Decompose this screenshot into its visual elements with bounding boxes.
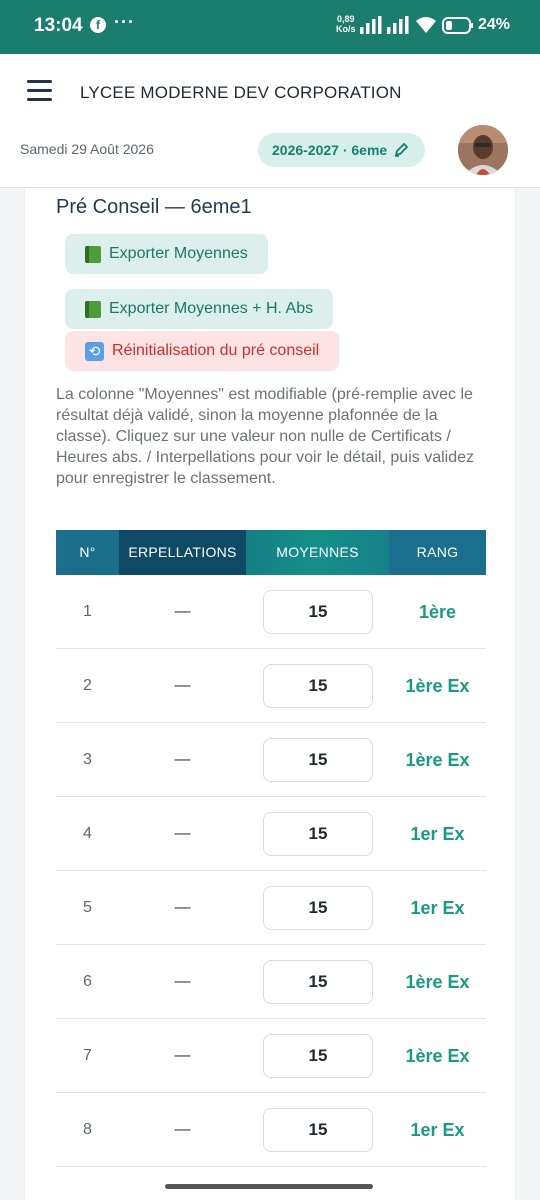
facebook-notification-icon: f bbox=[90, 17, 106, 33]
pre-conseil-card bbox=[24, 188, 516, 1200]
export-averages-label: Exporter Moyennes bbox=[109, 245, 248, 262]
export-averages-button[interactable] bbox=[65, 234, 268, 274]
interpellations-value: — bbox=[174, 1121, 191, 1138]
row-number: 5 bbox=[83, 899, 92, 916]
average-input[interactable] bbox=[263, 738, 373, 782]
average-input[interactable] bbox=[263, 960, 373, 1004]
row-number: 3 bbox=[83, 751, 92, 768]
table-header bbox=[56, 530, 486, 575]
instructions-text: La colonne "Moyennes" est modifiable (pré-remplie avec le résultat déjà validé, sinon la moyenne plafonnée de la classe). Cliquez sur une valeur non nulle de Certificats / Heures abs. / Interpellations pour voir le détail, puis validez pour enregistrer le classement. bbox=[56, 386, 474, 487]
interpellations-value: — bbox=[174, 603, 191, 620]
table-row bbox=[56, 871, 486, 945]
interpellations-value: — bbox=[174, 973, 191, 990]
average-input[interactable] bbox=[263, 886, 373, 930]
network-speed-value: 0,89 bbox=[336, 14, 355, 24]
menu-icon[interactable] bbox=[27, 80, 52, 102]
interpellations-value: — bbox=[174, 751, 191, 768]
rank-value: 1ère Ex bbox=[405, 972, 470, 992]
table-row bbox=[56, 649, 486, 723]
interpellations-value: — bbox=[174, 677, 191, 694]
average-input[interactable] bbox=[263, 812, 373, 856]
row-number: 2 bbox=[83, 677, 92, 694]
rank-value: 1ère Ex bbox=[405, 750, 470, 770]
column-header-interpellations[interactable]: ERPELLATIONS bbox=[119, 530, 246, 575]
ranking-table bbox=[56, 530, 486, 1167]
network-speed-unit: Ko/s bbox=[336, 24, 356, 34]
reset-pre-conseil-label: Réinitialisation du pré conseil bbox=[112, 342, 320, 359]
signal-icon bbox=[360, 16, 382, 34]
year-class-selector[interactable] bbox=[258, 133, 425, 167]
average-input[interactable] bbox=[263, 664, 373, 708]
app-header bbox=[0, 54, 540, 188]
page-title: Pré Conseil — 6eme1 bbox=[56, 196, 252, 218]
row-number: 1 bbox=[83, 603, 92, 620]
more-notifications-icon: ··· bbox=[114, 12, 135, 32]
row-number: 7 bbox=[83, 1047, 92, 1064]
battery-icon bbox=[442, 17, 474, 34]
table-row bbox=[56, 575, 486, 649]
rank-value: 1ère bbox=[418, 602, 457, 622]
average-input[interactable] bbox=[263, 1108, 373, 1152]
row-number: 8 bbox=[83, 1121, 92, 1138]
column-header-moyennes[interactable]: MOYENNES bbox=[276, 544, 359, 560]
table-row bbox=[56, 723, 486, 797]
average-input[interactable] bbox=[263, 1034, 373, 1078]
table-row bbox=[56, 945, 486, 1019]
export-averages-absences-button[interactable] bbox=[65, 289, 333, 329]
export-averages-absences-label: Exporter Moyennes + H. Abs bbox=[109, 300, 314, 317]
table-row bbox=[56, 797, 486, 871]
signal-icon-2 bbox=[387, 16, 409, 34]
pencil-icon bbox=[393, 142, 409, 158]
battery-percent: 24% bbox=[478, 16, 511, 33]
table-row bbox=[56, 1093, 486, 1167]
row-number: 6 bbox=[83, 973, 92, 990]
wifi-icon bbox=[415, 16, 437, 34]
rank-value: 1er Ex bbox=[410, 1120, 465, 1140]
average-input[interactable] bbox=[263, 590, 373, 634]
avatar-photo bbox=[458, 125, 508, 175]
rank-value: 1ère Ex bbox=[405, 1046, 470, 1066]
column-header-rang[interactable]: RANG bbox=[389, 530, 486, 575]
row-number: 4 bbox=[83, 825, 92, 842]
refresh-icon: ⟲ bbox=[85, 342, 104, 361]
avatar[interactable] bbox=[458, 125, 508, 175]
school-name: LYCEE MODERNE DEV CORPORATION bbox=[80, 83, 402, 102]
current-date: Samedi 29 Août 2026 bbox=[20, 141, 154, 157]
year-class-label: 2026-2027 · 6eme bbox=[272, 142, 388, 158]
home-indicator[interactable] bbox=[165, 1184, 373, 1189]
column-header-no[interactable]: N° bbox=[79, 544, 96, 560]
interpellations-value: — bbox=[174, 899, 191, 916]
status-bar bbox=[0, 0, 540, 54]
rank-value: 1er Ex bbox=[410, 898, 465, 918]
rank-value: 1ère Ex bbox=[405, 676, 470, 696]
table-row bbox=[56, 1019, 486, 1093]
reset-pre-conseil-button[interactable] bbox=[65, 331, 339, 371]
book-icon bbox=[85, 246, 101, 263]
table-body bbox=[56, 575, 486, 1167]
status-time: 13:04 bbox=[34, 15, 83, 36]
book-icon bbox=[85, 301, 101, 318]
network-speed bbox=[336, 14, 356, 34]
interpellations-value: — bbox=[174, 1047, 191, 1064]
interpellations-value: — bbox=[174, 825, 191, 842]
rank-value: 1er Ex bbox=[410, 824, 465, 844]
